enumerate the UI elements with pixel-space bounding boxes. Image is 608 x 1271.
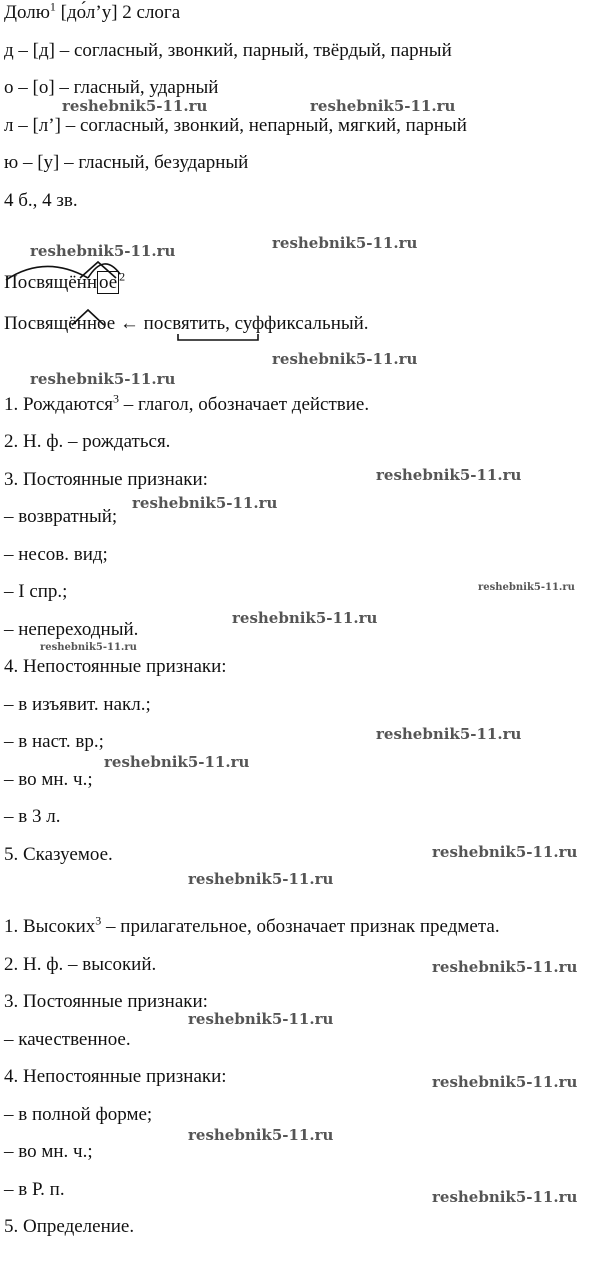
morpheme-marks [0, 254, 480, 354]
phonetic-word: Долю [4, 2, 50, 23]
verb-line: 4. Непостоянные признаки: [4, 656, 227, 677]
watermark: reshebnik5-11.ru [376, 725, 522, 743]
adj-word: 1. Высоких [4, 916, 96, 937]
phonetic-header [4, 2, 180, 24]
adj-line: – в полной форме; [4, 1104, 153, 1125]
adj-description: – прилагательное, обозначает признак предмета. [101, 916, 500, 937]
verb-line: 5. Сказуемое. [4, 844, 113, 865]
derivation-method: , суффиксальный. [225, 313, 369, 334]
watermark: reshebnik5-11.ru [272, 234, 418, 252]
adj-line-1 [4, 913, 500, 938]
adj-line: – качественное. [4, 1029, 131, 1050]
watermark: reshebnik5-11.ru [272, 350, 418, 368]
word-ending: ое [99, 272, 118, 293]
watermark: reshebnik5-11.ru [104, 753, 250, 771]
phonetic-row: л – [л’] – согласный, звонкий, непарный, мягкий, парный [4, 115, 467, 136]
verb-line: – в изъявит. накл.; [4, 694, 151, 715]
derivation-line [4, 313, 369, 335]
phonetic-summary: 4 б., 4 зв. [4, 190, 78, 211]
verb-description: – глагол, обозначает действие. [119, 394, 370, 415]
watermark: reshebnik5-11.ru [188, 1126, 334, 1144]
derived-word: Посвящённое ← [4, 313, 139, 334]
verb-line: – непереходный. [4, 619, 139, 640]
watermark: reshebnik5-11.ru [132, 494, 278, 512]
watermark: reshebnik5-11.ru [478, 582, 575, 593]
verb-line: – в 3 л. [4, 806, 61, 827]
footnote-marker: 3 [95, 913, 102, 928]
verb-line: – в наст. вр.; [4, 731, 104, 752]
verb-line: 3. Постоянные признаки: [4, 469, 208, 490]
watermark: reshebnik5-11.ru [432, 1188, 578, 1206]
adj-line: 3. Постоянные признаки: [4, 991, 208, 1012]
watermark: reshebnik5-11.ru [310, 97, 456, 115]
adj-line: – во мн. ч.; [4, 1141, 93, 1162]
footnote-marker: 2 [119, 269, 126, 284]
watermark: reshebnik5-11.ru [62, 97, 208, 115]
watermark: reshebnik5-11.ru [188, 1010, 334, 1028]
watermark: reshebnik5-11.ru [30, 242, 176, 260]
phonetic-row: о – [о] – гласный, ударный [4, 77, 219, 98]
verb-line: 2. Н. ф. – рождаться. [4, 431, 171, 452]
watermark: reshebnik5-11.ru [232, 609, 378, 627]
footnote-marker: 3 [113, 391, 119, 406]
verb-line: – несов. вид; [4, 544, 108, 565]
watermark: reshebnik5-11.ru [432, 1073, 578, 1091]
watermark: reshebnik5-11.ru [432, 843, 578, 861]
morphemic-word [4, 269, 126, 294]
verb-line-1 [4, 391, 370, 416]
verb-word: 1. Рождаются [4, 394, 113, 415]
watermark: reshebnik5-11.ru [376, 466, 522, 484]
footnote-marker: 1 [49, 0, 56, 14]
verb-line: – во мн. ч.; [4, 769, 93, 790]
adj-line: 4. Непостоянные признаки: [4, 1066, 227, 1087]
phonetic-transcription: [до́л’у] 2 слога [60, 2, 181, 23]
adj-line: 2. Н. ф. – высокий. [4, 954, 157, 975]
phonetic-row: д – [д] – согласный, звонкий, парный, твёрдый, парный [4, 40, 452, 61]
watermark: reshebnik5-11.ru [432, 958, 578, 976]
phonetic-row: ю – [у] – гласный, безударный [4, 152, 249, 173]
source-word: посвятить [143, 313, 226, 334]
verb-line: – I спр.; [4, 581, 68, 602]
adj-line: 5. Определение. [4, 1216, 135, 1237]
word-base: Посвящённ [4, 272, 97, 293]
watermark: reshebnik5-11.ru [188, 870, 334, 888]
watermark: reshebnik5-11.ru [30, 370, 176, 388]
watermark: reshebnik5-11.ru [40, 642, 137, 653]
adj-line: – в Р. п. [4, 1179, 65, 1200]
verb-line: – возвратный; [4, 506, 118, 527]
